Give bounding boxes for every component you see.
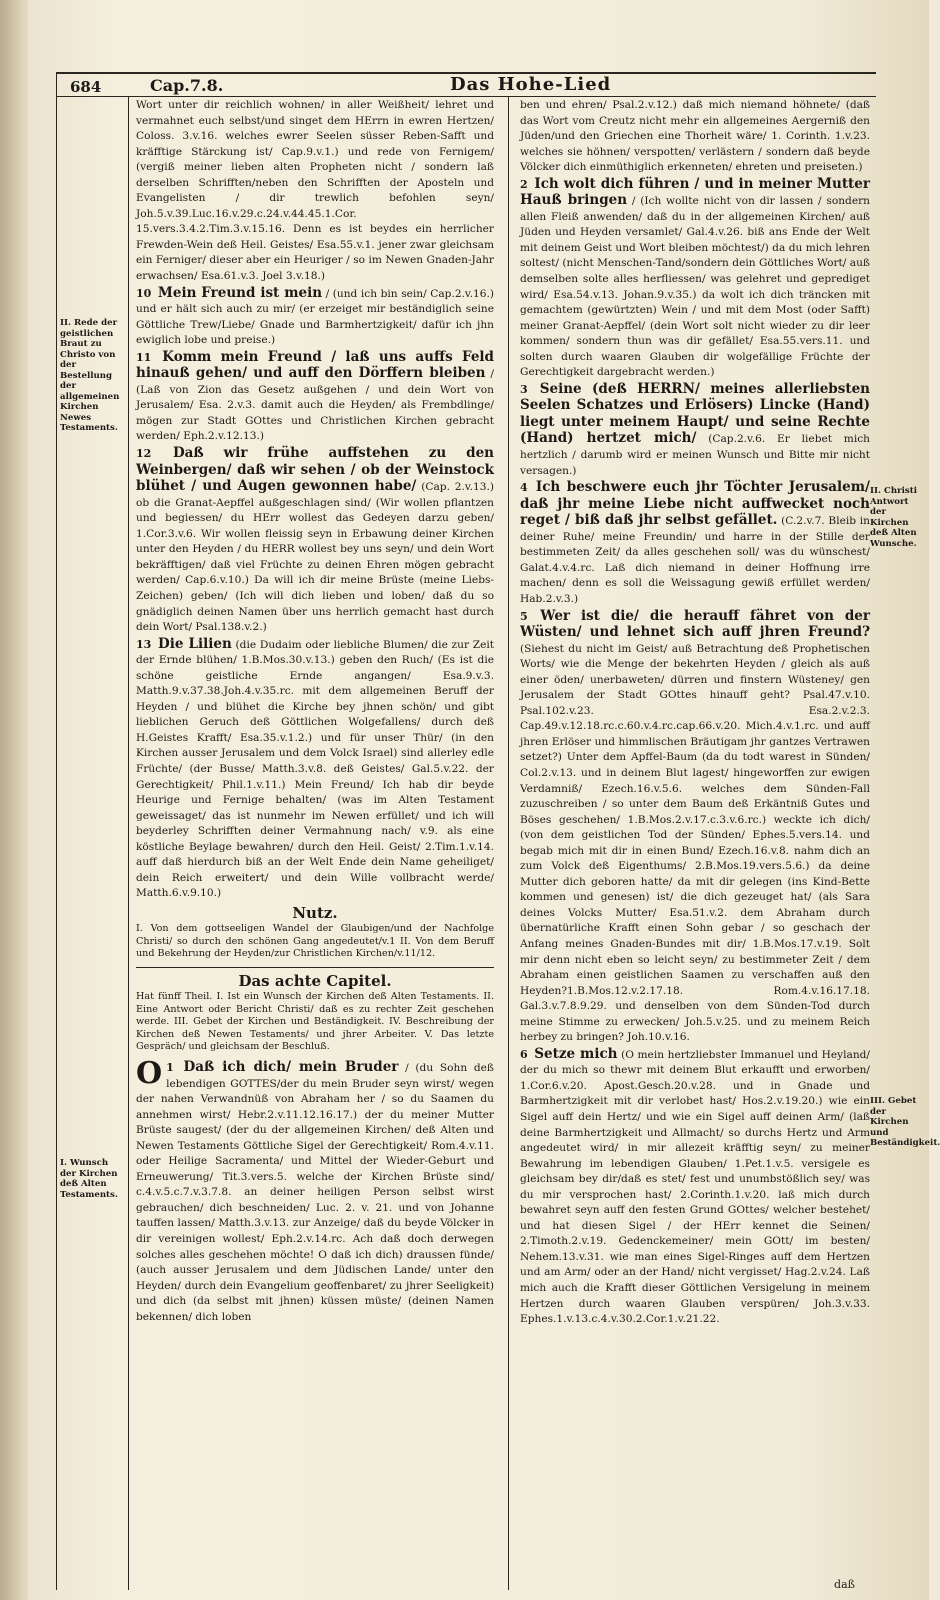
drop-cap: O xyxy=(136,1055,163,1091)
section-divider xyxy=(136,967,494,968)
chapter-heading: Cap.7.8. xyxy=(150,76,224,95)
verse-heading: Mein Freund ist mein xyxy=(157,284,323,301)
verse-text: (Siehest du nicht im Geist/ auß Betrachtung deß Prophetischen Worts/ wie die Menge der bekehrten Heyden / gleich als auß einer öden/ unerbaweten/ dürren und finstern Wüsteney/ gen Jerusalem der Stadt GOttes hinauff geht? Psal.47.v.10. Psal.102.v.23. Esa.2.v.2.3. Cap.49.v.12.18.rc.c.60.v.4.rc.cap.66.v.20. Mich.4.v.1.rc. und auff jhren Erlöser und himmlischen Bräutigam jhr gantzes Vertrawen setzet?) Unter dem Apffel-Baum (da du todt warest in Sünden/ Col.2.v.13. und in deinem Blut lagest/ hingeworffen zur ewigen Verdamniß/ Ezech.16.v.5.6. welches dem Sünden-Fall zuzuschreiben / so unter dem Baum deß Erkäntniß Gutes und Böses geschehen/ 1.B.Mos.2.v.17.c.3.v.6.rc.) weckte ich dich/ (von dem geistlichen Tod der Sünden/ Ephes.5.vers.14. und begab mich mit dir in einen Bund/ Ezech.16.v.8. nahm dich an zum Volck deß Eigenthums/ 2.B.Mos.19.vers.5.6.) da deine Mutter dich geboren hatte/ da mit dir gelegen (ins Kind-Bette kommen und genesen) ist/ die dich gezeuget hat/ (als Sara deines Volcks Mutter/ Esa.51.v.2. dem Abraham durch übernatürliche Krafft einen Sohn gebar / so geschach der Anfang meines Gnaden-Bundes mit dir/ 1.B.Mos.17.v.19. Solt mir denn nicht eben so leicht seyn/ zu bestimmeter Zeit / dem Abraham einen geistlichen Saamen zu verschaffen auß den Heyden?1.B.Mos.12.v.2.17.18. Rom.4.v.16.17.18. Gal.3.v.7.8.9.29. und denselben von dem Sünden-Tod durch meine Stimme zu erwecken/ Joh.5.v.25. und zu meinem Reich herbey zu bringen? Joh.10.v.16. xyxy=(520,642,870,1044)
verse xyxy=(136,637,494,902)
verse-text: / (und ich bin sein/ Cap.2.v.16.) und er hält sich auch zu mir/ (er erzeiget mir beständiglich seine Göttliche Trew/Liebe/ Gnade und Barmhertzigkeit/ dafür ich jhn ewiglich lobe und preise.) xyxy=(136,287,495,347)
page-number: 684 xyxy=(70,78,102,96)
paragraph xyxy=(136,98,494,285)
verse-text: / (Laß von Zion das Gesetz außgehen / und dein Wort von Jerusalem/ Esa. 2.v.3. damit auch die Heyden/ als Frembdlinge/ mögen zur Stadt GOttes und Christlichen Kirchen gebracht werden/ Eph.2.v.12.13.) xyxy=(136,368,494,443)
verse-text: (die Dudaim oder liebliche Blumen/ die zur Zeit der Ernde blühen/ 1.B.Mos.30.v.13.) geben den Ruch/ (Es ist die schöne geistliche Ernde angangen/ Esa.9.v.3. Matth.9.v.37.38.Joh.4.v.35.rc. mit dem allgemeinen Beruff der Heyden / und blühet die Kirche bey jhnen schön/ und gibt lieblichen Geruch deß Göttlichen Wolgefallens/ durch deß H.Geistes Krafft/ Esa.35.v.1.2.) und für unser Thür/ (in den Kirchen ausser Jerusalem und dem Volck Israel) sind allerley edle Früchte/ (der Busse/ Matth.3.v.8. deß Geistes/ Gal.5.v.22. der Gerechtigkeit/ Phil.1.v.11.) Mein Freund/ Ich hab dir beyde Heurige und Fernige behalten/ (was im Alten Testament geweissaget/ das ist nunmehr im Newen erfüllet/ und ich will beyderley Schrifften deiner Vermahnung nach/ v.9. als eine köstliche Beylage bewahren/ durch den Heil. Geist/ 2.Tim.1.v.14. auff daß hierdurch biß an der Welt Ende dein Name geheiliget/ dein Reich erweitert/ und dein Wille vollbracht werde/ Matth.6.v.9.10.) xyxy=(136,638,495,900)
verse-number: 6 xyxy=(520,1047,528,1061)
left-column xyxy=(136,98,494,1326)
verse-text: (C.2.v.7. Bleib in deiner Ruhe/ meine Freundin/ und harre in der Stille der bestimmeten Zeit/ da alles geschehen soll/ was du wünschest/ Galat.4.v.4.rc. Laß dich niemand in deiner Hoffnung irre machen/ denn es soll die Weissagung gewiß erfüllet werden/ Hab.2.v.3.) xyxy=(520,515,870,605)
column-divider xyxy=(508,96,509,1590)
verse-heading: Setze mich xyxy=(534,1045,618,1062)
verse-number: 10 xyxy=(136,286,152,300)
verse-number: 3 xyxy=(520,382,528,396)
verse-number: 4 xyxy=(520,481,528,495)
verse-heading: Die Lilien xyxy=(158,635,232,652)
verse-number: 13 xyxy=(136,637,152,651)
margin-note: I. Wunsch der Kirchen deß Alten Testaments. xyxy=(60,1158,118,1200)
right-column xyxy=(520,98,870,1329)
verse xyxy=(520,1047,870,1328)
nutz-text: I. Von dem gottseeligen Wandel der Glaubigen/und der Nachfolge Christi/ so durch den schönen Gang angedeutet/v.1 II. Von dem Beruff und Bekehrung der Heyden/zur Christlichen Kirchen/v.11/12. xyxy=(136,923,494,960)
verse-number: 5 xyxy=(520,609,528,623)
verse-heading: Ich wolt dich führen / und in meiner Mutter Hauß bringen xyxy=(520,175,870,209)
verse-heading: Wer ist die/ die herauff fähret von der Wüsten/ und lehnet sich auff jhren Freund? xyxy=(520,607,870,641)
verse-text: (Cap.2.v.6. Er liebet mich hertzlich / darumb wird er meinen Wunsch und Bitte mir nicht versagen.) xyxy=(520,433,870,477)
paragraph-text: ben und ehren/ Psal.2.v.12.) daß mich niemand höhnete/ (daß das Wort vom Creutz nicht mehr ein allgemeines Aergerniß den Jüden/und den Griechen eine Thorheit wäre/ 1. Corinth. 1.v.23. welches sie höhnen/ verspotten/ verlästern / sondern daß beyde Völcker dich einmüthiglich erkenneten/ ehreten und preiseten.) xyxy=(520,99,870,174)
outer-left-rule xyxy=(56,72,57,1590)
verse-heading: Daß ich dich/ mein Bruder xyxy=(183,1058,399,1075)
verse xyxy=(520,382,870,479)
nutz-heading: Nutz. xyxy=(292,903,338,922)
verse-heading: Ich beschwere euch jhr Töchter Jerusalem/ daß jhr meine Liebe nicht auffwecket noch reget / biß daß jhr selbst gefället. xyxy=(520,479,870,529)
verse xyxy=(520,177,870,381)
verse xyxy=(136,350,494,445)
verse-heading: Komm mein Freund / laß uns auffs Feld hinauß gehen/ und auff den Dörffern bleiben xyxy=(136,348,494,382)
header-rule-lower xyxy=(56,96,876,97)
verse-number: 1 xyxy=(166,1060,174,1074)
verse-heading: Seine (deß HERRN/ meines allerliebsten Seelen Schatzes und Erlösers) Lincke (Hand) liegt unter meinem Haupt/ und seine Rechte (Hand) hertzet mich/ xyxy=(520,380,870,447)
paragraph-text: Wort unter dir reichlich wohnen/ in aller Weißheit/ lehret und vermahnet euch selbst/und singet dem HErrn in ewren Hertzen/ Coloss. 3.v.16. welches ewrer Seelen süsser Reben-Safft und kräfftige Stärckung ist/ Cap.9.v.1.) und rede von Fernigem/ (vergiß meiner lieben alten Propheten nicht / sondern laß derselben Schrifften/neben den Schrifften der Aposteln und Evangelisten / dir trewlich befohlen seyn/ Joh.5.v.39.Luc.16.v.29.c.24.v.44.45.1.Cor. 15.vers.3.4.2.Tim.3.v.15.16. Denn es ist beydes ein herrlicher Frewden-Wein deß Heil. Geistes/ Esa.55.v.1. jener zwar gleichsam ein Ferniger/ dieser aber ein Heuriger / so im Newen Gnaden-Jahr erwachsen/ Esa.61.v.3. Joel 3.v.18.) xyxy=(136,99,494,283)
verse xyxy=(136,286,494,349)
margin-note: II. Christi Antwort der Kirchen deß Alten Wunsche. xyxy=(870,486,917,549)
verse-number: 11 xyxy=(136,350,152,364)
verse-text: / (du Sohn deß lebendigen GOTTES/der du mein Bruder seyn wirst/ wegen der nahen Verwandnüß von Abraham her / so du Saamen du annehmen wirst/ Hebr.2.v.11.12.16.17.) der du meiner Mutter Brüste saugest/ (der du der allgemeinen Kirchen/ deß Alten und Newen Testaments Göttliche Sigel der Gerechtigkeit/ Rom.4.v.11. oder Heilige Sacramenta/ und Mittel der Wieder-Geburt und Erneuwerung/ Tit.3.vers.5. welche der Kirchen Brüste sind/ c.4.v.5.c.7.v.3.7.8. an deiner heiligen Person selbst wirst gebrauchen/ dich beschneiden/ Luc. 2. v. 21. und von Johanne tauffen lassen/ Matth.3.v.13. zur Anzeige/ daß du beyde Völcker in dir vereinigen wollest/ Eph.2.v.14.rc. Ach daß doch derwegen solches alles geschehen möchte! O daß ich dich) draussen fünde/ (auch ausser Jerusalem und dem Jüdischen Lande/ unter den Heyden/ durch dein Evangelium geoffenbaret/ zu jhrer Seeligkeit) und dich (da selbst mit jhnen) küssen müste/ (deinen Namen bekennen/ dich loben xyxy=(136,1061,494,1323)
verse xyxy=(520,609,870,1046)
binding-gutter xyxy=(0,0,28,1600)
verse-text: (O mein hertzliebster Immanuel und Heyland/ der du mich so thewr mit deinem Blut erkaufft und erworben/ 1.Cor.6.v.20. Apost.Gesch.20.v.28. und in Gnade und Barmhertzigkeit mit dir verlobet hast/ Hos.2.v.19.20.) wie ein Sigel auff dein Hertz/ und wie ein Sigel auff deinen Arm/ (laß deine Barmhertzigkeit und Allmacht/ so durchs Hertz und Arm angedeutet wird/ in mir allezeit kräfftig seyn/ zu meiner Bewahrung im lebendigen Glauben/ 1.Pet.1.v.5. versigele es gleichsam bey dir/daß es stet/ fest und unumbstößlich sey/ was du mir versprochen hast/ 2.Corinth.1.v.20. laß mich durch bewahret seyn auff den festen Grund GOttes/ welcher bestehet/ und hat diesen Sigel / der HErr kennet die Seinen/ 2.Timoth.2.v.19. Gedenckemeiner/ mein GOtt/ im besten/ Nehem.13.v.31. wie man eines Sigel-Ringes auff dem Hertzen und am Arm/ oder an der Hand/ nicht vergisset/ Hag.2.v.24. Laß mich auch die Krafft dieser Göttlichen Versigelung in meinem Hertzen durch waaren Glauben verspüren/ Joh.3.v.33. Ephes.1.v.13.c.4.v.30.2.Cor.1.v.21.22. xyxy=(520,1048,870,1326)
verse xyxy=(136,1055,494,1325)
verse-text: / (Ich wollte nicht von dir lassen / sondern allen Fleiß anwenden/ daß du in der allgemeinen Kirchen/ auß Jüden und Heyden versamlet/ Gal.4.v.26. biß ans Ende der Welt mit deinem Geist und Wort bleiben möchtest/) da du mich lehren soltest/ (nicht Menschen-Tand/sondern dein Göttliches Wort/ auß demselben solte alles herfliessen/ was gelehret und geprediget wird/ Esa.54.v.13. Johan.9.v.35.) da wolt ich dich träncken mit gemachtem (gewürtzten) Wein / und mit dem Most (oder Safft) meiner Granat-Aepffel/ (dein Wort solt nicht wieder zu dir leer kommen/ sondern thun was dir gefället/ Esa.55.vers.11. und solten durch waaren Glauben dir wolgefällige Früchte der Gerechtigkeit dargebracht werden.) xyxy=(520,195,870,379)
verse-heading: Daß wir frühe auffstehen zu den Weinbergen/ daß wir sehen / ob der Weinstock blühet / und Augen gewonnen habe/ xyxy=(136,445,495,495)
verse-text: (Cap. 2.v.13.) ob die Granat-Aepffel außgeschlagen sind/ (Wir wollen pflantzen und begiessen/ du HErr wollest das Gedeyen darzu geben/ 1.Cor.3.v.6. Wir wollen fleissig seyn in Erbawung deiner Kirchen unter den Heyden / du HERR wollest bey uns seyn/ und dein Wort bekräfftigen/ daß viel Früchte zu deinen Ehren mögen gebracht werden/ Cap.6.v.10.) Da will ich dir meine Brüste (meine Liebs-Zeichen) geben/ (Ich will dich lieben und loben/ daß du so gnädiglich deinen Namen über uns herrlich gemacht hast durch dein Wort/ Psal.138.v.2.) xyxy=(136,481,494,634)
verse-number: 2 xyxy=(520,177,528,191)
chapter-summary: Hat fünff Theil. I. Ist ein Wunsch der Kirchen deß Alten Testaments. II. Eine Antwort oder Bericht Christi/ daß es zu rechter Zeit geschehen werde. III. Gebet der Kirchen und Beständigkeit. IV. Beschreibung der Kirchen deß Newen Testaments/ und jhrer Arbeiter. V. Das letzte Gespräch/ und gleichsam der Beschluß. xyxy=(136,991,494,1053)
margin-note: II. Rede der geistlichen Braut zu Christo von der Bestellung der allgemeinen Kirchen Newes Testaments. xyxy=(60,318,120,433)
verse xyxy=(136,446,494,636)
chapter-title: Das achte Capitel. xyxy=(238,971,392,990)
verse xyxy=(520,480,870,607)
running-title: Das Hohe-Lied xyxy=(450,74,612,95)
verse-number: 12 xyxy=(136,447,152,461)
margin-note: III. Gebet der Kirchen und Beständigkeit. xyxy=(870,1096,940,1148)
catchword: daß xyxy=(834,1578,855,1591)
paragraph xyxy=(520,98,870,176)
inner-left-rule xyxy=(128,96,129,1590)
